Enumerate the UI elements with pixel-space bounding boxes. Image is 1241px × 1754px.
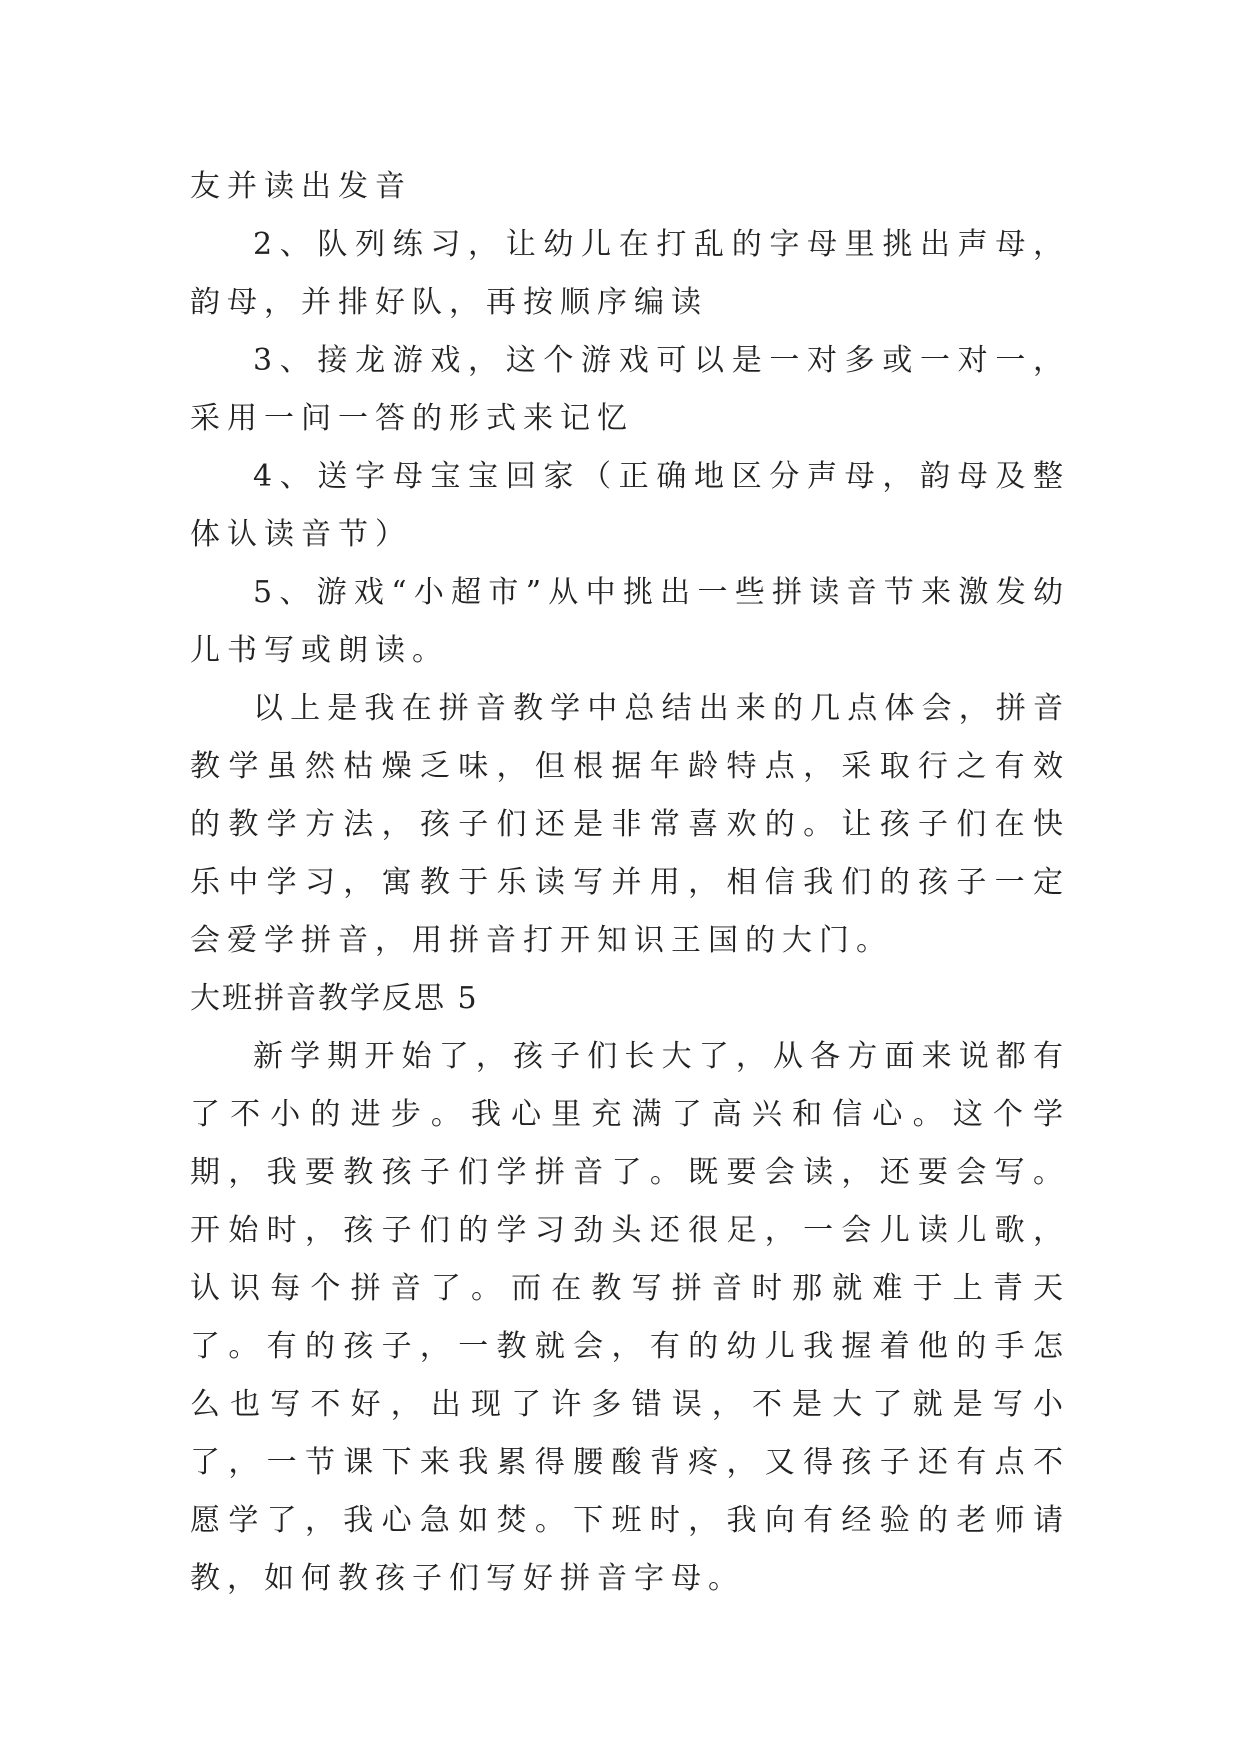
section-heading: 大班拼音教学反思 5 [190, 981, 479, 1016]
paragraph-summary: 以上是我在拼音教学中总结出来的几点体会，拼音教学虽然枯燥乏味，但根据年龄特点，采取行之有效的教学方法，孩子们还是非常喜欢的。让孩子们在快乐中学习，寓教于乐读写并用，相信我们的孩子一定会爱学拼音，用拼音打开知识王国的大门。 [190, 691, 1070, 958]
paragraph-item-2: 2、队列练习，让幼儿在打乱的字母里挑出声母，韵母，并排好队，再按顺序编读 [190, 227, 1070, 320]
paragraph-item-5: 5、游戏“小超市”从中挑出一些拼读音节来激发幼儿书写或朗读。 [190, 575, 1070, 668]
paragraph-item-3: 3、接龙游戏，这个游戏可以是一对多或一对一，采用一问一答的形式来记忆 [190, 343, 1070, 436]
paragraph-item-4: 4、送字母宝宝回家（正确地区分声母，韵母及整体认读音节） [190, 459, 1070, 552]
paragraph-reflection: 新学期开始了，孩子们长大了，从各方面来说都有了不小的进步。我心里充满了高兴和信心。这个学期，我要教孩子们学拼音了。既要会读，还要会写。开始时，孩子们的学习劲头还很足，一会儿读儿歌，认识每个拼音了。而在教写拼音时那就难于上青天了。有的孩子，一教就会，有的幼儿我握着他的手怎么也写不好，出现了许多错误，不是大了就是写小了，一节课下来我累得腰酸背疼，又得孩子还有点不愿学了，我心急如焚。下班时，我向有经验的老师请教，如何教孩子们写好拼音字母。 [190, 1039, 1070, 1596]
paragraph-continuation: 友并读出发音 [190, 169, 412, 204]
document-body [190, 158, 1070, 1608]
